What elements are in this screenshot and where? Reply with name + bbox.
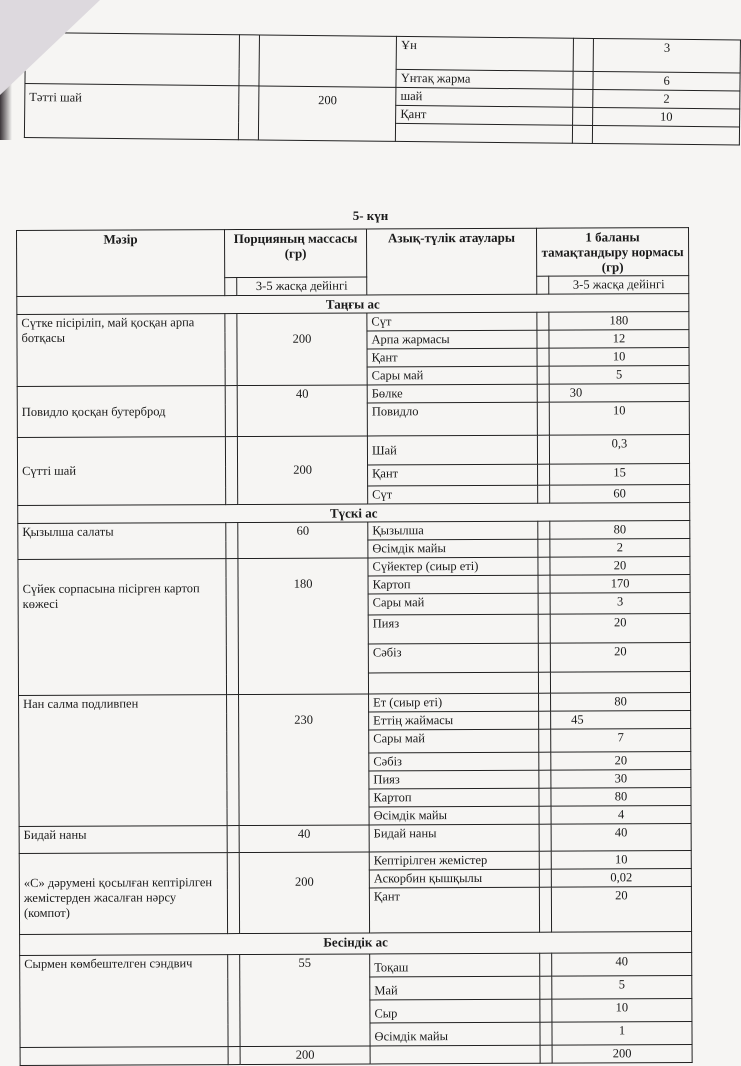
norm-cell — [593, 125, 740, 145]
food-name-cell: Сары май — [369, 729, 539, 753]
dish-name-cell: Повидло қосқан бутерброд — [17, 386, 225, 438]
gap-cell — [226, 523, 238, 559]
portion-mass-cell: 200 — [240, 1046, 370, 1065]
food-name-cell: Өсімдік майы — [369, 806, 539, 825]
norm-cell: 180 — [549, 312, 689, 331]
norm-cell: 3 — [593, 38, 740, 73]
food-name-cell — [396, 123, 573, 143]
dish-name-cell: Сүтке пісіріліп, май қосқан арпа ботқасы — [17, 314, 225, 387]
food-name-cell: Ет (сиыр еті) — [369, 693, 539, 712]
table-row — [17, 435, 689, 467]
dish-name-cell: «С» дәрумені қосылған кептірілген жемістерден жасалған нәрсу (компот) — [19, 853, 227, 935]
food-name-cell: Арпа жармасы — [367, 330, 537, 349]
gap-cell — [537, 348, 549, 366]
gap-cell — [538, 464, 550, 485]
norm-cell: 5 — [549, 366, 689, 385]
food-name-cell: Сәбіз — [368, 643, 538, 673]
gap-cell — [539, 788, 551, 806]
food-name-cell: Тоқаш — [370, 953, 540, 977]
gap-cell — [228, 955, 240, 1047]
norm-cell: 0,3 — [549, 435, 689, 465]
gap-cell — [573, 38, 594, 71]
norm-cell: 10 — [551, 851, 691, 870]
portion-mass-cell: 55 — [240, 954, 370, 1047]
norm-cell: 1 — [552, 1022, 692, 1046]
portion-mass-cell: 230 — [239, 694, 370, 826]
gap-cell — [537, 435, 549, 464]
norm-cell: 60 — [550, 485, 690, 504]
gap-cell — [538, 557, 550, 575]
food-name-cell: Өсімдік майы — [368, 539, 538, 558]
norm-cell: 30 — [549, 384, 689, 403]
gap-cell — [539, 824, 551, 851]
dish-name-cell: Сырмен көмбештелген сэндвич — [20, 955, 228, 1048]
portion-mass-cell: 200 — [237, 436, 367, 505]
dish-name-cell: Сүйек сорпасына пісірген картоп көжесі — [18, 559, 227, 696]
gap-cell — [539, 752, 551, 770]
norm-cell: 12 — [549, 330, 689, 349]
gap-cell — [540, 976, 552, 999]
food-name-cell: Пияз — [369, 770, 539, 789]
norm-cell: 2 — [593, 89, 740, 109]
gap-cell — [539, 711, 551, 729]
food-name-cell: Қант — [369, 887, 539, 933]
portion-mass-cell: 180 — [238, 558, 369, 695]
food-name-cell: Сүт — [368, 485, 538, 504]
section-title: Бесіндік ас — [20, 932, 692, 956]
norm-cell: 10 — [549, 402, 689, 436]
section-row-afternoon-snack — [20, 932, 692, 956]
norm-cell: 40 — [552, 953, 692, 977]
gap-cell — [573, 71, 594, 89]
portion-mass-cell: 60 — [238, 522, 368, 559]
gap-cell — [537, 276, 549, 294]
gap-cell — [239, 35, 260, 86]
gap-cell — [227, 853, 239, 934]
portion-mass-cell: 200 — [259, 86, 396, 141]
food-name-cell — [370, 1045, 540, 1064]
gap-cell — [228, 1047, 240, 1065]
food-name-cell: Сыр — [370, 999, 540, 1023]
gap-cell — [537, 312, 549, 330]
gap-cell — [538, 593, 550, 614]
page-corner-fold — [0, 0, 100, 95]
food-name-cell: Картоп — [368, 575, 538, 594]
food-name-cell: шай — [396, 87, 573, 107]
food-name-cell: Картоп — [369, 788, 539, 807]
gap-cell — [539, 729, 551, 752]
dish-name-cell: Сүтті шай — [17, 437, 225, 506]
gap-cell — [537, 402, 549, 435]
table-row — [20, 1045, 692, 1066]
table-header-row — [17, 228, 689, 279]
gap-cell — [227, 826, 239, 853]
gap-cell — [540, 999, 552, 1022]
food-name-cell: Қант — [367, 348, 537, 367]
gap-cell — [225, 314, 237, 386]
gap-cell — [539, 693, 551, 711]
gap-cell — [539, 806, 551, 824]
gap-cell — [572, 125, 593, 143]
norm-cell: 5 — [552, 976, 692, 1000]
header-norm: 1 баланы тамақтандыру нормасы (гр) — [536, 228, 688, 277]
norm-cell: 80 — [550, 521, 690, 540]
gap-cell — [225, 386, 237, 437]
portion-mass-cell — [259, 35, 396, 87]
norm-cell: 4 — [551, 806, 691, 825]
portion-mass-cell: 200 — [237, 313, 367, 386]
day-title: 5- күн — [352, 208, 389, 223]
dish-name-cell: Қызылша салаты — [18, 523, 226, 560]
food-name-cell: Қант — [396, 105, 573, 125]
menu-table — [16, 227, 693, 1066]
norm-cell: 0,02 — [551, 869, 691, 888]
food-name-cell: Қызылша — [368, 521, 538, 540]
food-name-cell: Шай — [367, 435, 537, 465]
food-name-cell: Бидай наны — [369, 824, 539, 852]
norm-cell: 20 — [550, 614, 690, 644]
norm-cell: 30 — [551, 770, 691, 789]
food-name-cell: Пияз — [368, 614, 538, 644]
gap-cell — [540, 1045, 552, 1063]
gap-cell — [539, 887, 551, 932]
norm-cell: 40 — [551, 824, 691, 852]
portion-mass-cell: 40 — [237, 385, 367, 437]
dish-name-cell: Бидай наны — [19, 826, 227, 854]
gap-cell — [225, 437, 237, 505]
food-name-cell: Повидло — [367, 402, 537, 436]
food-name-cell: Сүйектер (сиыр еті) — [368, 557, 538, 576]
norm-cell: 2 — [550, 539, 690, 558]
norm-cell: 10 — [549, 348, 689, 367]
dish-name-cell: Нан салма подливпен — [19, 695, 228, 827]
gap-cell — [537, 366, 549, 384]
food-name-cell: Аскорбин қышқылы — [369, 869, 539, 888]
food-name-cell: Қант — [368, 464, 538, 486]
gap-cell — [572, 89, 593, 107]
food-name-cell: Кептірілген жемістер — [369, 851, 539, 870]
table-row — [20, 953, 692, 979]
food-name-cell: Ұн — [396, 36, 573, 71]
norm-cell: 20 — [551, 752, 691, 771]
norm-cell: 7 — [551, 729, 691, 753]
gap-cell — [238, 86, 259, 140]
gap-cell — [539, 851, 551, 869]
gap-cell — [540, 953, 552, 976]
previous-day-table — [24, 32, 741, 145]
norm-cell: 20 — [550, 643, 690, 673]
food-name-cell: Өсімдік майы — [370, 1022, 540, 1046]
food-name-cell — [368, 672, 538, 694]
norm-cell: 3 — [550, 593, 690, 615]
gap-cell — [538, 614, 550, 643]
food-name-cell: Сүт — [367, 312, 537, 331]
norm-cell: 6 — [593, 71, 740, 91]
norm-cell: 10 — [593, 107, 740, 127]
portion-mass-cell: 200 — [239, 852, 369, 934]
gap-cell — [540, 1022, 552, 1045]
gap-cell — [572, 107, 593, 125]
norm-cell: 80 — [551, 788, 691, 807]
gap-cell — [538, 539, 550, 557]
norm-cell: 45 — [551, 711, 691, 730]
norm-cell — [550, 672, 690, 694]
norm-cell: 10 — [552, 999, 692, 1023]
gap-cell — [227, 695, 240, 826]
food-name-cell: Үнтақ жарма — [396, 69, 573, 89]
food-name-cell: Сары май — [367, 366, 537, 385]
dish-name-cell — [20, 1047, 228, 1066]
gap-cell — [538, 485, 550, 503]
section-title: Таңғы ас — [17, 294, 689, 315]
age-group-norm: 3-5 жасқа дейінгі — [549, 276, 689, 295]
food-name-cell: Май — [370, 976, 540, 1000]
norm-cell: 80 — [551, 693, 691, 712]
food-name-cell: Еттің жаймасы — [369, 711, 539, 730]
gap-cell — [538, 575, 550, 593]
norm-cell: 170 — [550, 575, 690, 594]
header-portion-mass: Порцияның массасы (гр) — [225, 229, 367, 278]
gap-cell — [537, 330, 549, 348]
table-row — [19, 824, 691, 854]
gap-cell — [538, 521, 550, 539]
food-name-cell: Сәбіз — [369, 752, 539, 771]
section-title: Түскі ас — [18, 503, 690, 524]
gap-cell — [225, 278, 237, 296]
dish-name-cell: Тәтті шай — [24, 84, 238, 140]
portion-mass-cell: 40 — [239, 825, 369, 853]
norm-cell: 20 — [550, 557, 690, 576]
header-food-names: Азық-түлік атаулары — [366, 228, 536, 295]
gap-cell — [538, 643, 550, 672]
food-name-cell: Сары май — [368, 593, 538, 615]
gap-cell — [537, 384, 549, 402]
header-menu: Мәзір — [17, 230, 225, 297]
gap-cell — [226, 559, 239, 695]
age-group-mass: 3-5 жасқа дейінгі — [237, 277, 367, 296]
food-name-cell: Бөлке — [367, 384, 537, 403]
norm-cell: 20 — [551, 887, 691, 933]
gap-cell — [539, 869, 551, 887]
norm-cell: 15 — [550, 464, 690, 486]
table-row — [25, 33, 740, 73]
gap-cell — [539, 770, 551, 788]
gap-cell — [538, 672, 550, 693]
norm-cell: 200 — [552, 1045, 692, 1064]
